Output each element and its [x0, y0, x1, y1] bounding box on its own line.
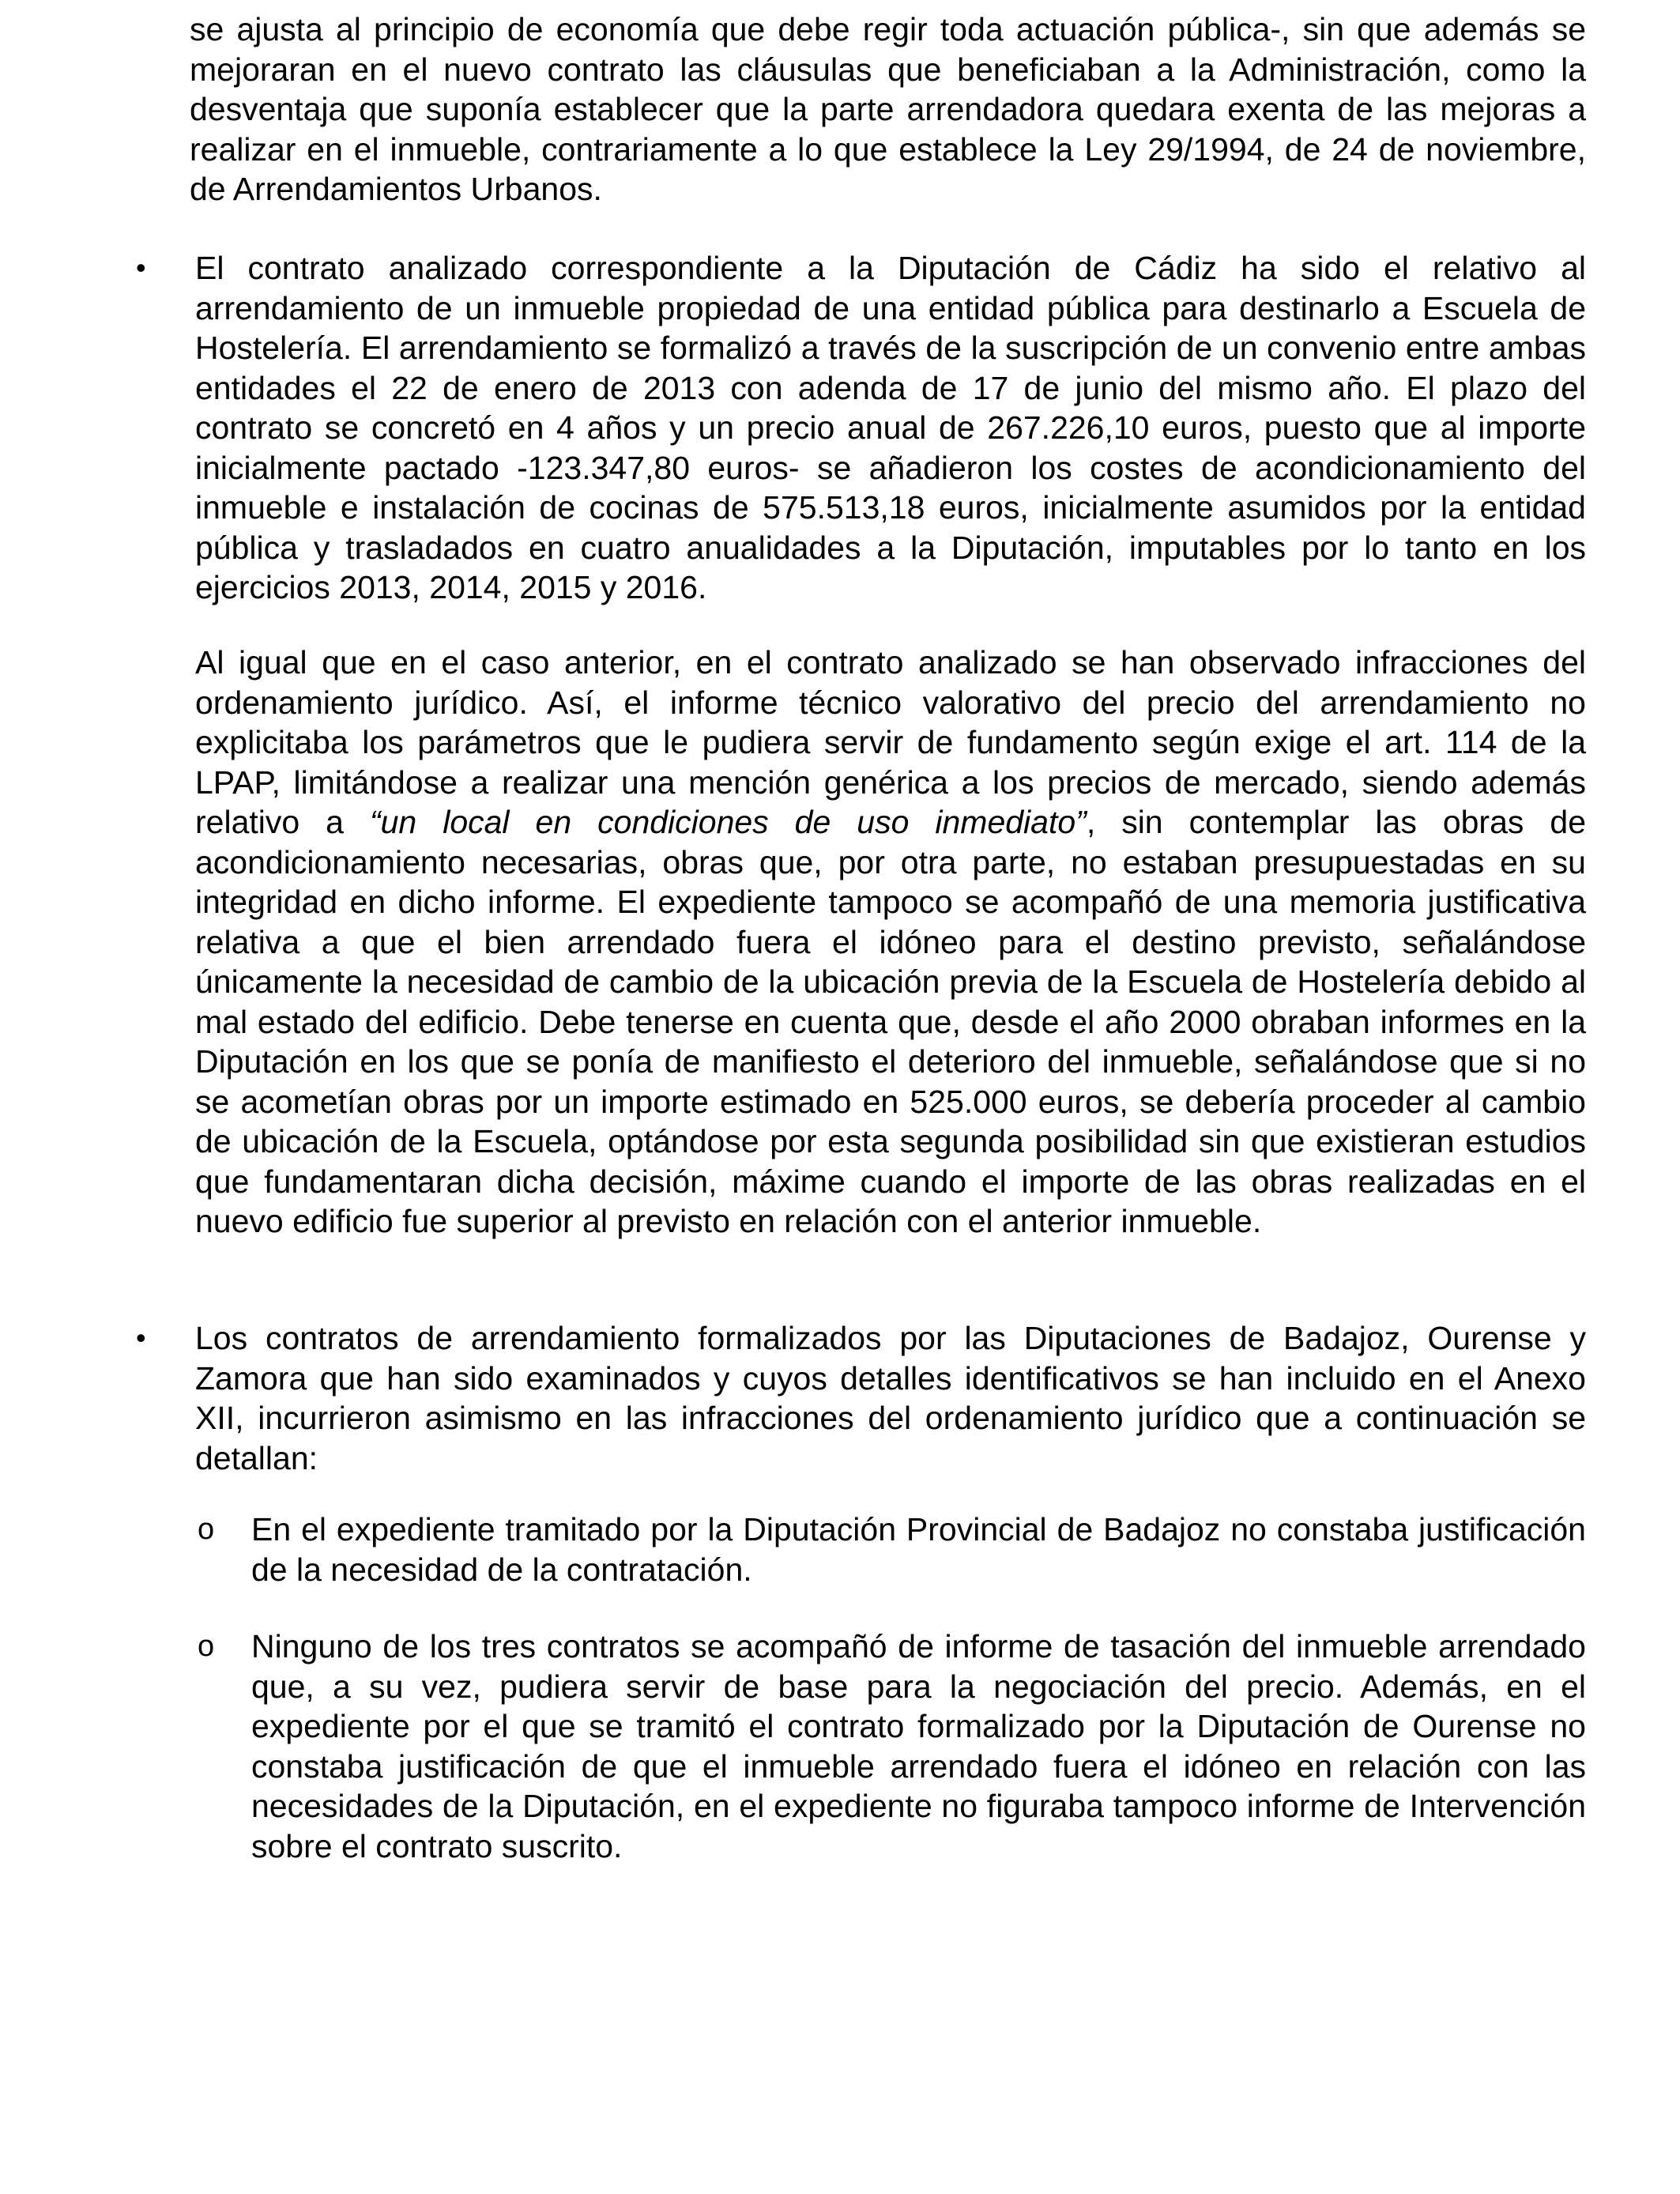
- cadiz-infractions-paragraph: [195, 643, 1586, 1242]
- quoted-phrase: “un local en condiciones de uso inmediato”: [369, 804, 1087, 840]
- sub-item-tasacion: Ninguno de los tres contratos se acompañó de informe de tasación del inmueble arrendado que, a su vez, pudiera servir de base para la negociación del precio. Además, en el expediente por el que se tramitó el contrato formalizado por la Diputación de Ourense no constaba justificación de que el inmueble arrendado fuera el idóneo en relación con las necesidades de la Diputación, en el expediente no figuraba tampoco informe de Intervención sobre el contrato suscrito.: [251, 1628, 1586, 1864]
- cadiz-infractions-text-b: , sin contemplar las obras de acondicionamiento necesarias, obras que, por otra parte, no estaban presupuestadas en su integridad en dicho informe. El expediente tampoco se acompañó de una memoria justificativa relativa a que el bien arrendado fuera el idóneo para el destino previsto, señalándose únicamente la necesidad de cambio de la ubicación previa de la Escuela de Hostelería debido al mal estado del edificio. Debe tenerse en cuenta que, desde el año 2000 obraban informes en la Diputación en los que se ponía de manifiesto el deterioro del inmueble, señalándose que si no se acometían obras por un importe estimado en 525.000 euros, se debería proceder al cambio de ubicación de la Escuela, optándose por esta segunda posibilidad sin que existieran estudios que fundamentaran dicha decisión, máxime cuando el importe de las obras realizadas en el nuevo edificio fue superior al previsto en relación con el anterior inmueble.: [195, 804, 1586, 1239]
- sub-bullet-marker: o: [198, 1630, 215, 1663]
- bullet-marker: •: [136, 1321, 146, 1354]
- cadiz-contract-paragraph: El contrato analizado correspondiente a la Diputación de Cádiz ha sido el relativo al arrendamiento de un inmueble propiedad de una entidad pública para destinarlo a Escuela de Hostelería. El arrendamiento se formalizó a través de la suscripción de un convenio entre ambas entidades el 22 de enero de 2013 con adenda de 17 de junio del mismo año. El plazo del contrato se concretó en 4 años y un precio anual de 267.226,10 euros, puesto que al importe inicialmente pactado -123.347,80 euros- se añadieron los costes de acondicionamiento del inmueble e instalación de cocinas de 575.513,18 euros, inicialmente asumidos por la entidad pública y trasladados en cuatro anualidades a la Diputación, imputables por lo tanto en los ejercicios 2013, 2014, 2015 y 2016.: [195, 250, 1586, 605]
- continuation-paragraph: se ajusta al principio de economía que debe regir toda actuación pública-, sin que además se mejoraran en el nuevo contrato las cláusulas que beneficiaban a la Administración, como la desventaja que suponía establecer que la parte arrendadora quedara exenta de las mejoras a realizar en el inmueble, contrariamente a lo que establece la Ley 29/1994, de 24 de noviembre, de Arrendamientos Urbanos.: [190, 11, 1586, 207]
- sub-bullet-marker: o: [198, 1513, 215, 1546]
- sub-item-badajoz: En el expediente tramitado por la Diputación Provincial de Badajoz no constaba justificación de la necesidad de la contratación.: [251, 1511, 1586, 1588]
- bullet-marker: •: [136, 251, 146, 284]
- cadiz-infractions-text-a: Al igual que en el caso anterior, en el contrato analizado se han observado infracciones del ordenamiento jurídico. Así, el informe técnico valorativo del precio del arrendamiento no explicitaba los parámetros que le pudiera servir de fundamento según exige el art. 114 de la LPAP, limitándose a realizar una mención genérica a los precios de mercado, siendo además relativo a: [195, 644, 1586, 840]
- diputaciones-intro-paragraph: Los contratos de arrendamiento formalizados por las Diputaciones de Badajoz, Ourense y Zamora que han sido examinados y cuyos detalles identificativos se han incluido en el Anexo XII, incurrieron asimismo en las infracciones del ordenamiento jurídico que a continuación se detallan:: [195, 1320, 1586, 1476]
